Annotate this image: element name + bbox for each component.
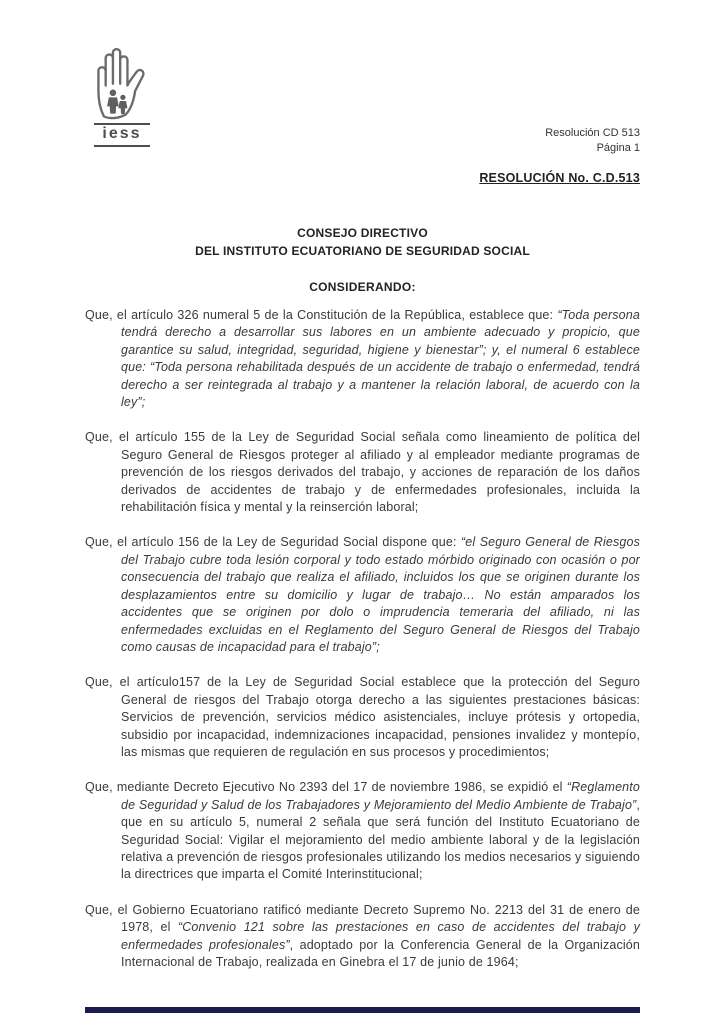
- paragraph: [85, 902, 640, 972]
- paragraph: [85, 674, 640, 761]
- org-title-line1: CONSEJO DIRECTIVO: [297, 226, 428, 240]
- org-title: [0, 225, 725, 260]
- section-considerando: CONSIDERANDO:: [309, 280, 416, 294]
- people-figures-icon: [107, 90, 127, 115]
- paragraph: [85, 534, 640, 656]
- paragraph: [85, 307, 640, 411]
- text-run: “el Seguro General de Riesgos del Trabajo cubre toda lesión corporal y todo estado mórbido originado con ocasión o por consecuencia del trabajo que realiza el afiliado, incluidos los que se originen durante los desplazamientos entre su domicilio y lugar de trabajo… No están amparados los accidentes que se originen por dolo o imprudencia temeraria del afiliado, ni las enfermedades excluidas en el Reglamento del Seguro General de Riesgos del Trabajo como causas de incapacidad para el trabajo”;: [121, 535, 640, 654]
- iess-logo: [86, 42, 158, 147]
- text-run: Que, el artículo157 de la Ley de Seguridad Social establece que la protección del Seguro General de riesgos del Trabajo otorga derecho a las siguientes prestaciones básicas: Servicios de prevención, servicios médico asistenciales, incluye prótesis y ortopedia, subsidio por incapacidad, indemnizaciones incapacidad, pensiones invalidez y montepío, las mismas que requieren de regulación en sus procesos y procedimientos;: [85, 675, 640, 759]
- paragraph: [85, 429, 640, 516]
- text-run: Que, el artículo 155 de la Ley de Seguridad Social señala como lineamiento de política del Seguro General de Riesgos proteger al afiliado y al empleador mediante programas de prevención de los riesgos derivados del trabajo, y acciones de reparación de los daños derivados de accidentes de trabajo y de enfermedades profesionales, incluida la rehabilitación física y mental y la reinserción laboral;: [85, 430, 640, 515]
- text-run: “Toda persona tendrá derecho a desarrollar sus labores en un ambiente adecuado y propicio, que garantice su salud, integridad, seguridad, higiene y bienestar”; y, el numeral 6 establece que: “Toda persona rehabilitada después de un accidente de trabajo o enfermedad, tendrá derecho a ser reintegrada al trabajo y a mantener la relación laboral, de acuerdo con la ley”;: [121, 308, 640, 410]
- text-run: Que, el artículo 326 numeral 5 de la Constitución de la República, establece que:: [85, 308, 558, 322]
- org-title-line2: DEL INSTITUTO ECUATORIANO DE SEGURIDAD SOCIAL: [195, 243, 530, 258]
- page-number: Página 1: [596, 142, 640, 155]
- resolution-ref: Resolución CD 513: [545, 127, 640, 139]
- document-reference: [545, 126, 640, 157]
- text-run: Que, mediante Decreto Ejecutivo No 2393 del 17 de noviembre 1986, se expidió el: [85, 780, 567, 795]
- iess-logo-text: iess: [94, 123, 150, 147]
- text-run: , que en su artículo 5, numeral 2 señala que será función del Instituto Ecuatoriano de Seguridad Social: Vigilar el mejoramiento del medio ambiente laboral y de la legislación relativa a prevención de riesgos profesionales utilizando los medios necesarios y siguiendo la directrices que imparta el Comité Interinstitucional;: [121, 797, 640, 882]
- footer-bar: [85, 1007, 640, 1013]
- paragraph: [85, 779, 640, 883]
- text-run: , adoptado por la Conferencia General de la Organización Internacional de Trabajo, realizada en Ginebra el 17 de junio de 1964;: [121, 937, 640, 969]
- text-run: “Reglamento de Seguridad y Salud de los Trabajadores y Mejoramiento del Medio Ambiente de Trabajo”: [121, 780, 640, 812]
- iess-hand-logo-icon: [92, 42, 152, 120]
- text-run: “Convenio 121 sobre las prestaciones en caso de accidentes del trabajo y enfermedades profesionales”: [121, 920, 640, 952]
- text-run: Que, el artículo 156 de la Ley de Seguridad Social dispone que:: [85, 535, 461, 550]
- considerando-paragraphs: [85, 307, 640, 989]
- resolution-title: RESOLUCIÓN No. C.D.513: [479, 171, 640, 185]
- text-run: Que, el Gobierno Ecuatoriano ratificó mediante Decreto Supremo No. 2213 del 31 de enero de 1978, el: [85, 902, 640, 935]
